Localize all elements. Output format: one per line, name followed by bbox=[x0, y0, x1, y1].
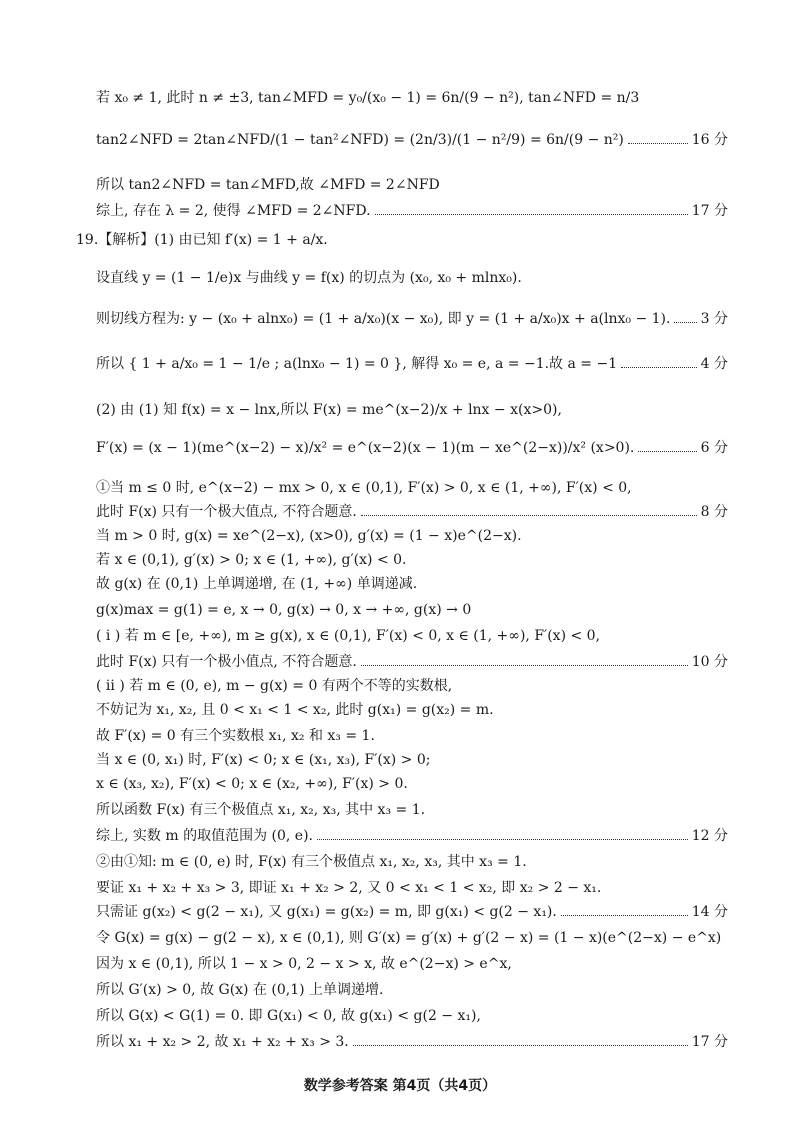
dot-leader bbox=[361, 665, 688, 666]
line-text: tan2∠NFD = 2tan∠NFD/(1 − tan²∠NFD) = (2n/3)/(1 − n²/9) = 6n/(9 − n²) bbox=[96, 132, 624, 148]
solution-line bbox=[96, 502, 728, 522]
solution-line bbox=[96, 400, 728, 420]
line-text: 所以 x₁ + x₂ > 2, 故 x₁ + x₂ + x₃ > 3. bbox=[96, 1034, 349, 1050]
solution-line bbox=[96, 1006, 728, 1026]
line-text: 因为 x ∈ (0,1), 所以 1 − x > 0, 2 − x > x, 故 e^(2−x) > e^x, bbox=[96, 956, 512, 972]
solution-line bbox=[96, 902, 728, 922]
line-text: g(x)max = g(1) = e, x → 0, g(x) → 0, x → +∞, g(x) → 0 bbox=[96, 602, 472, 618]
score-label: 4 分 bbox=[700, 356, 728, 372]
dot-leader bbox=[621, 367, 697, 368]
line-text: 不妨记为 x₁, x₂, 且 0 < x₁ < 1 < x₂, 此时 g(x₁) = g(x₂) = m. bbox=[96, 702, 494, 718]
solution-line bbox=[96, 309, 728, 329]
solution-line bbox=[96, 550, 728, 570]
line-text: 令 G(x) = g(x) − g(2 − x), x ∈ (0,1), 则 G′(x) = g′(x) + g′(2 − x) = (1 − x)(e^(2−x) − e^x) bbox=[96, 930, 722, 946]
line-text: 19.【解析】(1) 由已知 f′(x) = 1 + a/x. bbox=[76, 232, 328, 248]
score-label: 8 分 bbox=[700, 504, 728, 520]
solution-line bbox=[96, 954, 728, 974]
solution-line bbox=[96, 980, 728, 1000]
score-label: 17 分 bbox=[691, 203, 728, 219]
dot-leader bbox=[628, 143, 688, 144]
line-text: 综上, 实数 m 的取值范围为 (0, e). bbox=[96, 828, 313, 844]
solution-line bbox=[96, 600, 728, 620]
solution-line bbox=[96, 130, 728, 150]
line-text: 若 x ∈ (0,1), g′(x) > 0; x ∈ (1, +∞), g′(x) < 0. bbox=[96, 552, 407, 568]
line-text: 则切线方程为: y − (x₀ + alnx₀) = (1 + a/x₀)(x − x₀), 即 y = (1 + a/x₀)x + a(lnx₀ − 1). bbox=[96, 311, 671, 327]
line-text: 只需证 g(x₂) < g(2 − x₁), 又 g(x₁) = g(x₂) = m, 即 g(x₁) < g(2 − x₁). bbox=[96, 904, 557, 920]
solution-line bbox=[96, 626, 728, 646]
line-text: ②由①知: m ∈ (0, e) 时, F(x) 有三个极值点 x₁, x₂, x₃, 其中 x₃ = 1. bbox=[96, 854, 527, 870]
page-footer: 数学参考答案 第4页（共4页） bbox=[303, 1078, 497, 1094]
solution-line bbox=[96, 526, 728, 546]
solution-line bbox=[96, 928, 728, 948]
line-text: x ∈ (x₃, x₂), F′(x) < 0; x ∈ (x₂, +∞), F′(x) > 0. bbox=[96, 776, 408, 792]
line-text: 所以 G′(x) > 0, 故 G(x) 在 (0,1) 上单调递增. bbox=[96, 982, 384, 998]
solution-line bbox=[96, 852, 728, 872]
solution-line bbox=[96, 774, 728, 794]
solution-line bbox=[96, 574, 728, 594]
solution-line bbox=[96, 175, 728, 195]
solution-line bbox=[96, 826, 728, 846]
line-text: 综上, 存在 λ = 2, 使得 ∠MFD = 2∠NFD. bbox=[96, 203, 371, 219]
line-text: 设直线 y = (1 − 1/e)x 与曲线 y = f(x) 的切点为 (x₀, x₀ + mlnx₀). bbox=[96, 270, 522, 286]
solution-line bbox=[96, 726, 728, 746]
solution-line bbox=[96, 1032, 728, 1052]
line-text: 故 F′(x) = 0 有三个实数根 x₁, x₂ 和 x₃ = 1. bbox=[96, 728, 375, 744]
solution-line bbox=[96, 750, 728, 770]
line-text: ( ii ) 若 m ∈ (0, e), m − g(x) = 0 有两个不等的实数根, bbox=[96, 678, 453, 694]
solution-line bbox=[96, 268, 728, 288]
solution-line bbox=[96, 354, 728, 374]
solution-line bbox=[96, 800, 728, 820]
score-label: 10 分 bbox=[691, 654, 728, 670]
solution-line bbox=[96, 478, 728, 498]
line-text: ①当 m ≤ 0 时, e^(x−2) − mx > 0, x ∈ (0,1), F′(x) > 0, x ∈ (1, +∞), F′(x) < 0, bbox=[96, 480, 632, 496]
line-text: 此时 F(x) 只有一个极小值点, 不符合题意. bbox=[96, 654, 357, 670]
dot-leader bbox=[361, 515, 697, 516]
line-text: ( i ) 若 m ∈ [e, +∞), m ≥ g(x), x ∈ (0,1), F′(x) < 0, x ∈ (1, +∞), F′(x) < 0, bbox=[96, 628, 601, 644]
line-text: 所以 G(x) < G(1) = 0. 即 G(x₁) < 0, 故 g(x₁) < g(2 − x₁), bbox=[96, 1008, 481, 1024]
score-label: 3 分 bbox=[700, 311, 728, 327]
solution-line bbox=[96, 652, 728, 672]
solution-line bbox=[96, 438, 728, 458]
line-text: 若 x₀ ≠ 1, 此时 n ≠ ±3, tan∠MFD = y₀/(x₀ − 1) = 6n/(9 − n²), tan∠NFD = n/3 bbox=[96, 90, 640, 106]
score-label: 6 分 bbox=[700, 440, 728, 456]
line-text: 故 g(x) 在 (0,1) 上单调递增, 在 (1, +∞) 单调递减. bbox=[96, 576, 418, 592]
solution-line bbox=[96, 700, 728, 720]
line-text: F′(x) = (x − 1)(me^(x−2) − x)/x² = e^(x−2)(x − 1)(m − xe^(2−x))/x² (x>0). bbox=[96, 440, 635, 456]
dot-leader bbox=[375, 214, 688, 215]
dot-leader bbox=[638, 451, 696, 452]
solution-line bbox=[96, 676, 728, 696]
dot-leader bbox=[674, 322, 696, 323]
dot-leader bbox=[353, 1045, 688, 1046]
line-text: 当 m > 0 时, g(x) = xe^(2−x), (x>0), g′(x) = (1 − x)e^(2−x). bbox=[96, 528, 522, 544]
solution-line bbox=[96, 88, 728, 108]
line-text: (2) 由 (1) 知 f(x) = x − lnx,所以 F(x) = me^(x−2)/x + lnx − x(x>0), bbox=[96, 402, 562, 418]
score-label: 12 分 bbox=[691, 828, 728, 844]
score-label: 16 分 bbox=[691, 132, 728, 148]
dot-leader bbox=[317, 839, 688, 840]
line-text: 当 x ∈ (0, x₁) 时, F′(x) < 0; x ∈ (x₁, x₃), F′(x) > 0; bbox=[96, 752, 431, 768]
line-text: 要证 x₁ + x₂ + x₃ > 3, 即证 x₁ + x₂ > 2, 又 0 < x₁ < 1 < x₂, 即 x₂ > 2 − x₁. bbox=[96, 880, 602, 896]
dot-leader bbox=[561, 915, 688, 916]
solution-line bbox=[76, 230, 728, 250]
line-text: 此时 F(x) 只有一个极大值点, 不符合题意. bbox=[96, 504, 357, 520]
solution-line bbox=[96, 201, 728, 221]
score-label: 17 分 bbox=[691, 1034, 728, 1050]
line-text: 所以 { 1 + a/x₀ = 1 − 1/e ; a(lnx₀ − 1) = 0 }, 解得 x₀ = e, a = −1.故 a = −1 bbox=[96, 356, 618, 372]
solution-line bbox=[96, 878, 728, 898]
line-text: 所以 tan2∠NFD = tan∠MFD,故 ∠MFD = 2∠NFD bbox=[96, 177, 440, 193]
score-label: 14 分 bbox=[691, 904, 728, 920]
line-text: 所以函数 F(x) 有三个极值点 x₁, x₂, x₃, 其中 x₃ = 1. bbox=[96, 802, 426, 818]
